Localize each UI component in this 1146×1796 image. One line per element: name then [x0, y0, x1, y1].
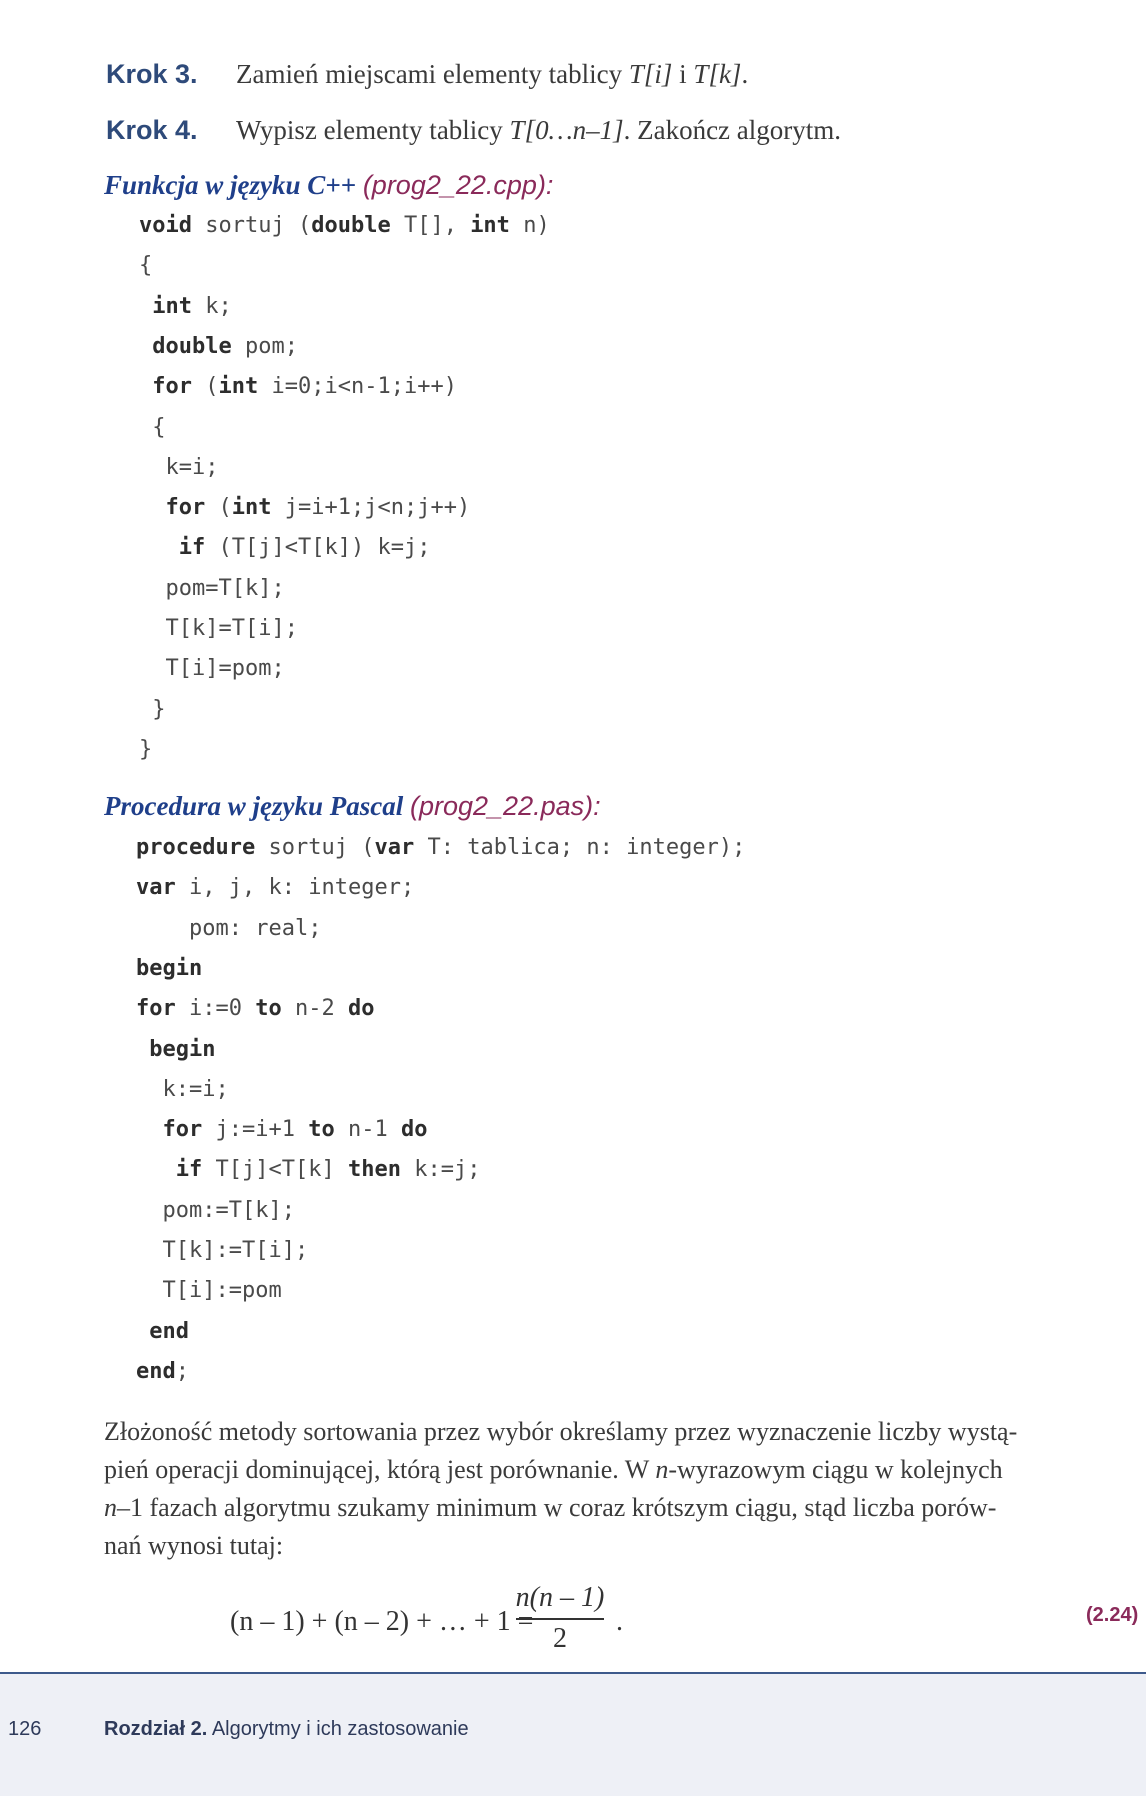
cpp-file-name: (prog2_22.cpp): — [362, 170, 554, 200]
complexity-paragraph — [104, 1413, 1144, 1565]
code-line: pom: real; — [188, 915, 322, 941]
step-label: Krok 3. — [106, 59, 198, 89]
code-line: { — [139, 414, 166, 440]
code-line: for (int j=i+1;j<n;j++) — [165, 495, 471, 521]
step-text: Wypisz elementy tablicy T[0…n–1]. Zakończ algorytm. — [236, 115, 842, 145]
pascal-section-heading — [104, 790, 601, 822]
formula-lhs: (n – 1) + (n – 2) + … + 1 = — [230, 1606, 534, 1637]
code-line: for j:=i+1 to n-1 do — [162, 1117, 428, 1143]
fraction-bar — [516, 1618, 604, 1620]
code-line: begin — [136, 955, 203, 981]
code-line: { — [139, 253, 153, 279]
chapter-title — [104, 1718, 469, 1741]
code-line: end — [149, 1318, 189, 1344]
code-line: for i:=0 to n-2 do — [136, 996, 375, 1022]
formula-period: . — [616, 1606, 623, 1637]
code-line: } — [139, 696, 166, 722]
code-line: void sortuj (double T[], int n) — [139, 213, 550, 238]
code-line: pom=T[k]; — [165, 575, 285, 601]
step-label: Krok 4. — [106, 115, 198, 145]
code-line: for (int i=0;i<n-1;i++) — [152, 374, 457, 400]
paragraph-line: pień operacji dominującej, którą jest porównanie. W n-wyrazowym ciągu w kolejnych — [104, 1455, 1003, 1484]
code-line: if (T[j]<T[k]) k=j; — [178, 535, 431, 561]
code-line: int k; — [152, 293, 232, 319]
fraction-denominator: 2 — [553, 1623, 567, 1654]
step-3 — [106, 58, 748, 90]
step-4 — [106, 114, 841, 146]
code-line: if T[j]<T[k] then k:=j; — [175, 1157, 481, 1183]
code-line: T[k]=T[i]; — [165, 616, 298, 641]
equation-number: (2.24) — [1086, 1604, 1139, 1626]
paragraph-line: nań wynosi tutaj: — [104, 1531, 284, 1560]
cpp-heading-title: Funkcja w języku C++ — [104, 170, 357, 200]
code-line: k=i; — [165, 454, 219, 480]
page-number: 126 — [8, 1718, 42, 1740]
formula-fraction — [510, 1580, 610, 1656]
code-line: } — [139, 736, 153, 762]
chapter-label: Rozdział 2. — [104, 1718, 208, 1740]
code-line: T[i]=pom; — [165, 656, 285, 682]
code-line: procedure sortuj (var T: tablica; n: integer); — [136, 835, 746, 860]
code-line: pom:=T[k]; — [162, 1197, 295, 1223]
code-line: k:=i; — [162, 1076, 229, 1102]
cpp-section-heading — [104, 169, 553, 201]
paragraph-line: n–1 fazach algorytmu szukamy minimum w coraz krótszym ciągu, stąd liczba porów- — [104, 1493, 997, 1522]
fraction-numerator: n(n – 1) — [515, 1582, 605, 1613]
chapter-name: Algorytmy i ich zastosowanie — [207, 1718, 469, 1740]
paragraph-line: Złożoność metody sortowania przez wybór określamy przez wyznaczenie liczby wystą- — [104, 1417, 1018, 1446]
pascal-heading-title: Procedura w języku Pascal — [104, 791, 404, 821]
code-line: double pom; — [152, 333, 298, 359]
code-line: end; — [136, 1358, 189, 1384]
code-line: T[i]:=pom — [162, 1278, 282, 1304]
step-text: Zamień miejscami elementy tablicy T[i] i T[k]. — [236, 59, 749, 89]
pascal-file-name: (prog2_22.pas): — [409, 791, 601, 821]
code-line: begin — [149, 1036, 216, 1062]
code-line: var i, j, k: integer; — [136, 875, 415, 901]
code-line: T[k]:=T[i]; — [162, 1238, 309, 1263]
